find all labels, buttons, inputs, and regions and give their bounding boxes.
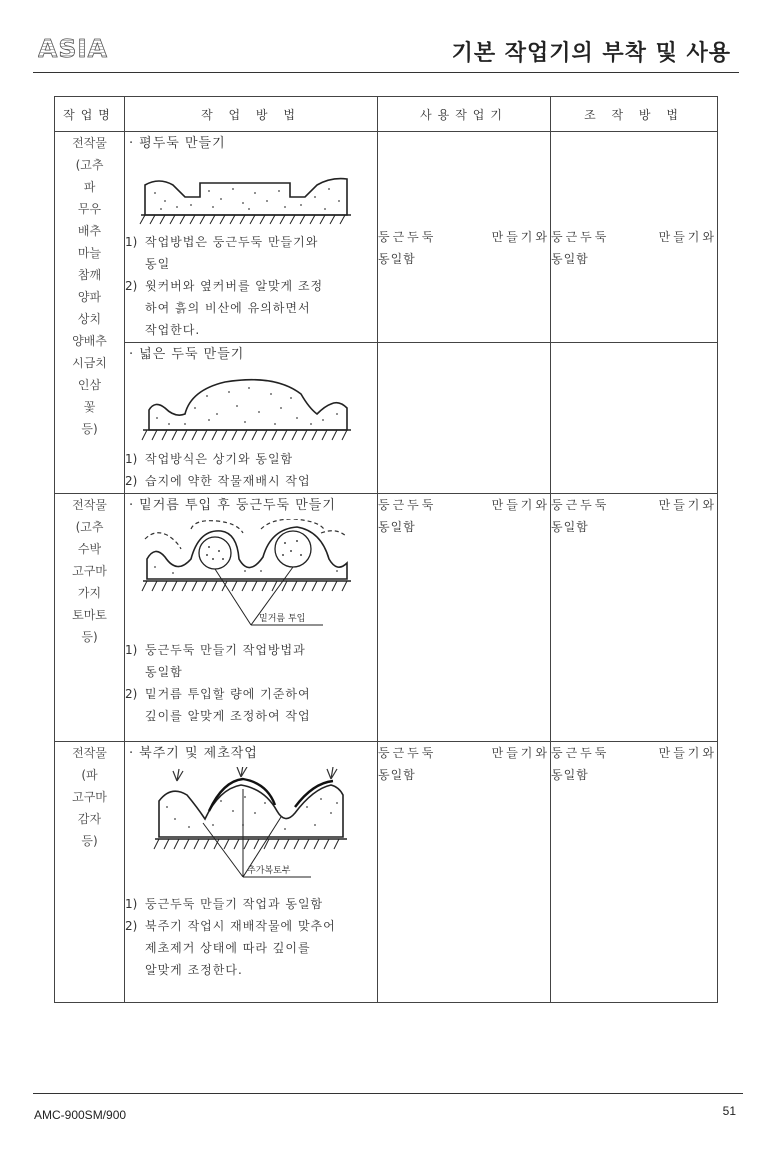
crop-line: (고추 <box>75 520 104 534</box>
implement-text: 동일함 <box>378 768 416 782</box>
operation-text: 둥근두둑 만들기와 <box>551 746 717 760</box>
operation-text: 동일함 <box>551 768 589 782</box>
table-header-row <box>55 97 718 132</box>
method-steps <box>125 639 377 727</box>
list-item: 1) 둥근두둑 만들기 작업방법과 <box>125 643 306 657</box>
extra-soil-callout-label: 추가복토부 <box>247 866 291 876</box>
step-continuation: 깊이를 알맞게 조정하여 작업 <box>145 709 311 723</box>
footer-divider <box>33 1093 743 1094</box>
operation-text: 둥근두둑 만들기와 <box>551 230 717 244</box>
manure-ridge-diagram <box>125 519 355 635</box>
implement-cell-empty <box>378 343 551 494</box>
table-row <box>55 742 718 1003</box>
crop-line: 참깨 <box>77 268 102 282</box>
step-continuation: 제초제거 상태에 따라 깊이를 <box>145 941 311 955</box>
implement-cell <box>378 742 551 1003</box>
table-row <box>55 494 718 742</box>
column-header-work-name: 작업명 <box>55 97 125 132</box>
method-heading: · 평두둑 만들기 <box>129 136 226 151</box>
svg-text:ASIA: ASIA <box>38 34 108 62</box>
step-continuation: 동일함 <box>145 665 183 679</box>
crop-line: 마늘 <box>77 246 102 260</box>
work-method-table <box>54 96 718 1003</box>
crop-cell <box>55 742 125 1003</box>
implement-cell <box>378 494 551 742</box>
crop-line: 무우 <box>77 202 102 216</box>
list-item: 2) 밑거름 투입할 량에 기준하여 <box>125 687 311 701</box>
crop-line: 파 <box>83 180 96 194</box>
implement-text: 동일함 <box>378 252 416 266</box>
crop-line: 인삼 <box>77 378 102 392</box>
table-row <box>55 343 718 494</box>
method-cell <box>125 343 378 494</box>
crop-line: 양파 <box>77 290 102 304</box>
implement-text: 동일함 <box>378 520 416 534</box>
implement-text: 둥근두둑 만들기와 <box>378 230 550 244</box>
crop-line: 가지 <box>77 586 102 600</box>
crop-line: 수박 <box>77 542 102 556</box>
crop-line: 전작물 <box>72 498 107 512</box>
list-item: 1) 작업방법은 둥근두둑 만들기와 <box>125 235 319 249</box>
crop-line: (고추 <box>75 158 104 172</box>
crop-line: 상치 <box>77 312 102 326</box>
implement-text: 둥근두둑 만들기와 <box>378 498 550 512</box>
table-row <box>55 132 718 343</box>
operation-cell <box>551 742 718 1003</box>
method-steps <box>125 448 377 492</box>
crop-line: (파 <box>81 768 98 782</box>
crop-line: 고구마 <box>72 790 107 804</box>
operation-text: 둥근두둑 만들기와 <box>551 498 717 512</box>
column-header-implement: 사용작업기 <box>378 97 551 132</box>
crop-line: 등) <box>81 422 98 436</box>
implement-text: 둥근두둑 만들기와 <box>378 746 550 760</box>
operation-cell <box>551 132 718 343</box>
flat-ridge-diagram <box>125 157 355 227</box>
crop-line: 전작물 <box>72 746 107 760</box>
crop-line: 꽃 <box>83 400 96 414</box>
list-item: 1) 작업방식은 상기와 동일함 <box>125 452 294 466</box>
column-header-operation: 조 작 방 법 <box>551 97 718 132</box>
method-heading: · 북주기 및 제초작업 <box>129 746 258 761</box>
model-number: AMC-900SM/900 <box>34 1108 127 1122</box>
method-heading: · 넓은 두둑 만들기 <box>129 347 245 362</box>
step-continuation: 알맞게 조정한다. <box>145 963 243 977</box>
hilling-diagram <box>125 767 355 889</box>
page-number: 51 <box>722 1104 736 1118</box>
header-divider <box>33 72 739 73</box>
crop-line: 감자 <box>77 812 102 826</box>
page-title: 기본 작업기의 부착 및 사용 <box>451 41 731 66</box>
method-steps <box>125 893 377 981</box>
crop-line: 고구마 <box>72 564 107 578</box>
step-continuation: 하여 흙의 비산에 유의하면서 <box>145 301 311 315</box>
operation-text: 동일함 <box>551 520 589 534</box>
crop-line: 양배추 <box>72 334 107 348</box>
operation-cell-empty <box>551 343 718 494</box>
crop-line: 배추 <box>77 224 102 238</box>
asia-logo <box>38 34 108 62</box>
method-cell <box>125 742 378 1003</box>
method-heading: · 밑거름 투입 후 둥근두둑 만들기 <box>129 498 336 513</box>
crop-line: 토마토 <box>72 608 107 622</box>
list-item: 1) 둥근두둑 만들기 작업과 동일함 <box>125 897 324 911</box>
manure-callout-label: 밑거름 투입 <box>259 614 306 624</box>
crop-line: 전작물 <box>72 136 107 150</box>
list-item: 2) 윗커버와 옆커버를 알맞게 조정 <box>125 279 324 293</box>
crop-line: 시금치 <box>72 356 107 370</box>
wide-ridge-diagram <box>125 368 355 444</box>
crop-cell <box>55 494 125 742</box>
step-continuation: 동일 <box>145 257 171 271</box>
method-steps <box>125 231 377 341</box>
implement-cell <box>378 132 551 343</box>
step-continuation: 작업한다. <box>145 323 201 337</box>
operation-text: 동일함 <box>551 252 589 266</box>
method-cell <box>125 132 378 343</box>
column-header-method: 작 업 방 법 <box>125 97 378 132</box>
operation-cell <box>551 494 718 742</box>
method-cell <box>125 494 378 742</box>
crop-line: 등) <box>81 834 98 848</box>
crop-line: 등) <box>81 630 98 644</box>
list-item: 2) 습지에 약한 작물재배시 작업 <box>125 474 311 488</box>
list-item: 2) 북주기 작업시 재배작물에 맞추어 <box>125 919 336 933</box>
crop-cell <box>55 132 125 494</box>
